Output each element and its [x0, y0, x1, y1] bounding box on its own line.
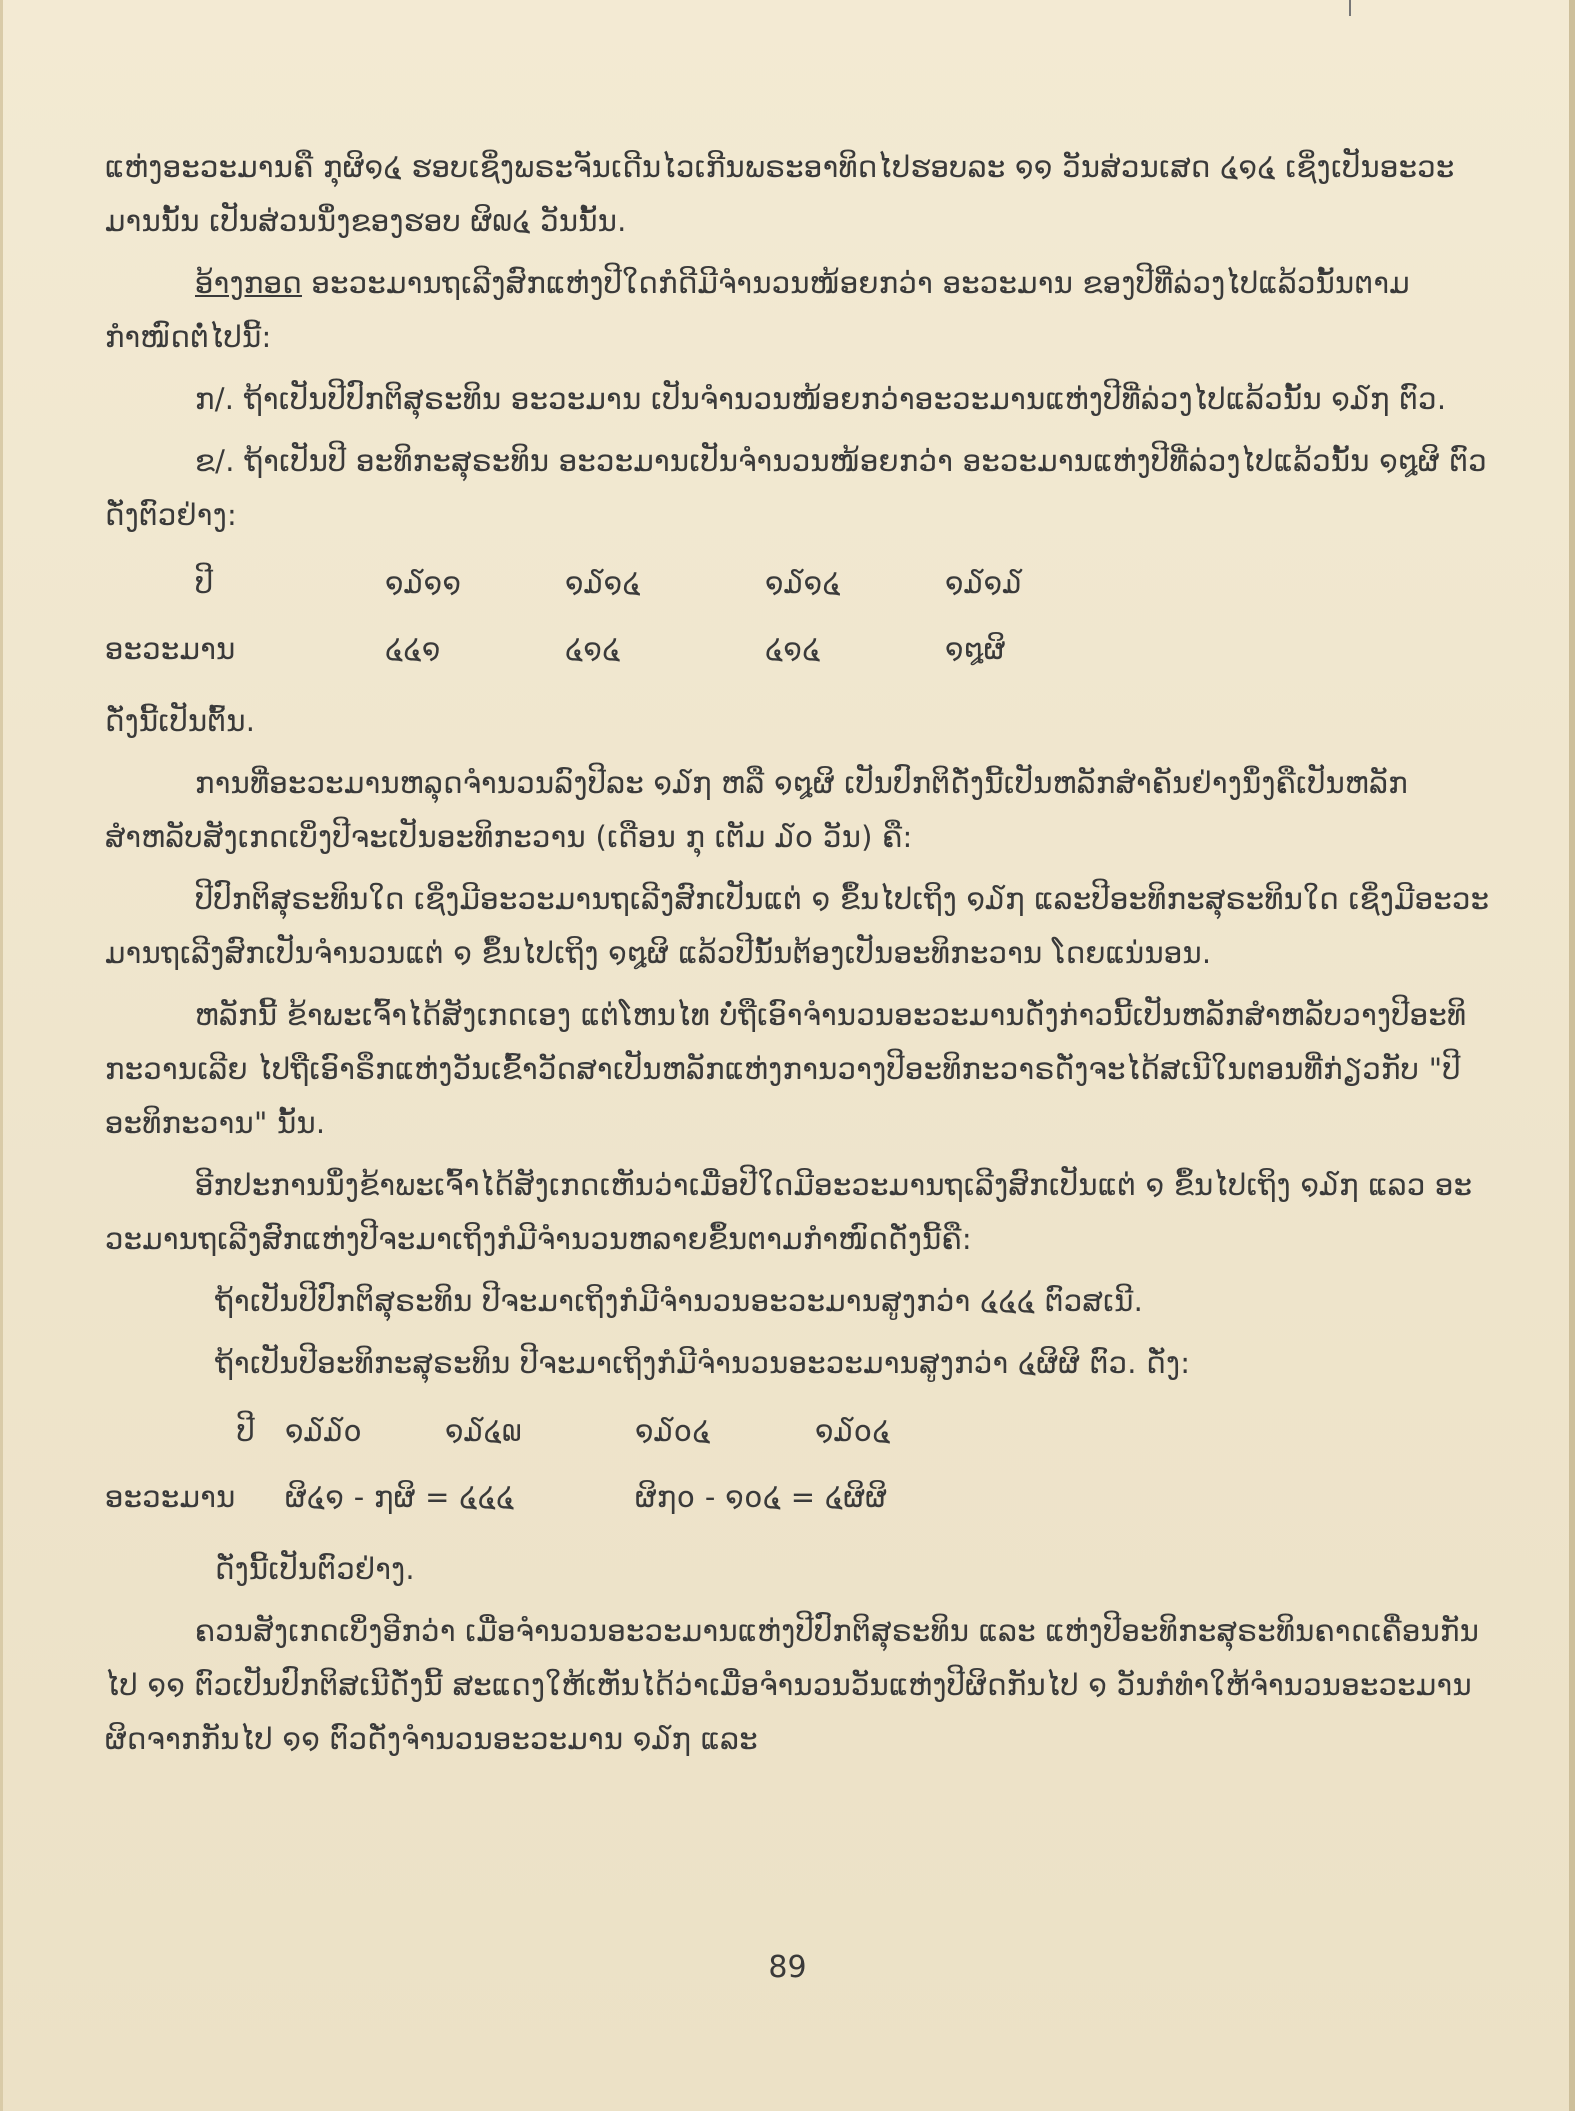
paragraph-10: ຄວນສັງເກດເບິ່ງອີກວ່າ ເມື່ອຈຳນວນອະວະມານແຫ່ງປີປົກຕິສຸຣະທິນ ແລະ ແຫ່ງປີອະທິກະສຸຣະທິນຄາດເຄື່ອນກັນໄປ ໑໑ ຕົວເປັນປົກຕິສເນີດັ່ງນີ້ ສະແດງໃຫ້ເຫັນໄດ້ວ່າເມື່ອຈຳນວນວັນແຫ່ງປີຜິດກັນໄປ ໑ ວັນກໍທຳໃຫ້ຈຳນວນອະວະມານຜິດຈາກກັນໄປ ໑໑ ຕົວດັ່ງຈຳນວນອະວະມານ ໑໓໗ ແລະ	[105, 1614, 1480, 1756]
year-table-2	[105, 1398, 1015, 1530]
table-cell: ໑໓໑໓	[945, 566, 1023, 600]
table-row	[105, 616, 1105, 682]
paragraph-6: ປີປົກຕິສຸຣະທິນໃດ ເຊິ່ງມີອະວະມານຖເລີງສົກເປັນແຕ່ ໑ ຂຶ້ນໄປເຖິງ ໑໓໗ ແລະປີອະທິກະສຸຣະທິນໃດ ເຊິ່ງມີອະວະມານຖເລີງສົກເປັນຈຳນວນແຕ່ ໑ ຂຶ້ນໄປເຖິງ ໑໘ຜິ ແລ້ວປີນັ້ນຕ້ອງເປັນອະທິກະວານ ໂດຍແນ່ນອນ.	[105, 882, 1490, 970]
paragraph-leap-year: ຖ້າເປັນປີອະທິກະສຸຣະທິນ ປີຈະມາເຖິງກໍມີຈຳນວນອະວະມານສູງກວ່າ ໔ຜິຜິ ຕົວ. ດັ່ງ:	[215, 1346, 1191, 1380]
year-table-1	[105, 550, 1105, 682]
paragraph-5: ການທີ່ອະວະມານຫລຸດຈຳນວນລົງປີລະ ໑໓໗ ຫລື ໑໘ຜິ ເປັນປົກຕິດັ່ງນີ້ເປັນຫລັກສຳຄັນຢ່າງນຶ່ງຄືເປັນຫລັກສຳຫລັບສັງເກດເບິ່ງປີຈະເປັນອະທິກະວານ (ເດືອນ ກຸ ເຕັມ ໓໐ ວັນ) ຄື:	[105, 766, 1408, 854]
paragraph-8: ອີກປະການນຶ່ງຂ້າພະເຈົ້າໄດ້ສັງເກດເຫັນວ່າເມື່ອປີໃດມີອະວະມານຖເລີງສົກເປັນແຕ່ ໑ ຂຶ້ນໄປເຖິງ ໑໓໗ ແລວ ອະວະມານຖເລີງສົກແຫ່ງປີຈະມາເຖິງກໍມີຈຳນວນຫລາຍຂຶ້ນຕາມກຳໜົດດັ່ງນີ້ຄື:	[105, 1168, 1473, 1256]
table-cell: ໔໑໔	[565, 632, 621, 666]
paragraph-item-ka: ກ/. ຖ້າເປັນປີປົກຕິສຸຣະທິນ ອະວະມານ ເປັນຈຳນວນໜ້ອຍກວ່າອະວະມານແຫ່ງປີທີ່ລ່ວງໄປແລ້ວນັ້ນ ໑໓໗ ຕົວ.	[195, 382, 1447, 416]
row-label: ອະວະມານ	[105, 632, 236, 666]
table-cell: ໑໓໑໔	[765, 566, 841, 600]
paragraph-item-kho: ຂ/. ຖ້າເປັນປີ ອະທິກະສຸຣະທິນ ອະວະມານເປັນຈຳນວນໜ້ອຍກວ່າ ອະວະມານແຫ່ງປີທີ່ລ່ວງໄປແລ້ວນັ້ນ ໑໘ຜິ ຕົວດັ່ງຕົວຢ່າງ:	[105, 444, 1487, 532]
table-cell: ໑໓໑໑	[385, 566, 462, 600]
paragraph-1: ແຫ່ງອະວະມານຄື ກຸຜິ໑໔ ຮອບເຊິ່ງພຣະຈັນເດີນໄວເກີນພຣະອາທິດໄປຮອບລະ ໑໑ ວັນສ່ວນເສດ ໔໑໔ ເຊິ່ງເປັນອະວະມານນັ້ນ ເປັນສ່ວນນຶ່ງຂອງຮອບ ຜິ໙໔ ວັນນັ້ນ.	[105, 150, 1455, 238]
table-cell: ໔໑໔	[765, 632, 821, 666]
paragraph-7: ຫລັກນີ້ ຂ້າພະເຈົ້າໄດ້ສັງເກດເອງ ແຕ່ໂຫນໄທ ບໍ່ຖືເອົາຈຳນວນອະວະມານດັ່ງກ່າວນີ້ເປັນຫລັກສຳຫລັບວາງປີອະທິກະວານເລີຍ ໄປຖືເອົາຣຶກແຫ່ງວັນເຂົ້າວັດສາເປັນຫລັກແຫ່ງການວາງປີອະທິກະວາຣດັ່ງຈະໄດ້ສເນີໃນຕອນທີ່ກ່ຽວກັບ "ປີອະທິກະວານ" ນັ້ນ.	[105, 998, 1467, 1140]
table-row	[105, 1398, 1015, 1464]
table-cell: ຜິ໔໑ - ໗ຜິ = ໔໔໔	[285, 1480, 515, 1514]
table-cell: ໑໓໑໔	[565, 566, 641, 600]
paragraph-example-end: ດັ່ງນີ້ເປັນຕົ້ນ.	[105, 704, 256, 738]
table-cell: ຜິ໗໐ - ໑໐໔ = ໔ຜິຜິ	[635, 1480, 888, 1514]
table-cell: ໑໓໔໙	[445, 1414, 522, 1448]
paragraph-2-text: ອະວະມານຖເລີງສົກແຫ່ງປີໃດກໍດີມີຈຳນວນໜ້ອຍກວ່າ ອະວະມານ ຂອງປີທີ່ລ່ວງໄປແລ້ວນັ້ນຕາມກຳໜົດຕໍ່ໄປນີ້:	[105, 266, 1410, 354]
table-row	[105, 550, 1105, 616]
paragraph-example-end-2: ດັ່ງນີ້ເປັນຕົວຢ່າງ.	[215, 1552, 415, 1586]
scan-mark	[1349, 0, 1351, 16]
underlined-heading: ອ້າງກອດ	[195, 266, 302, 300]
paragraph-2	[105, 256, 1495, 364]
row-label: ປີ	[236, 1414, 255, 1448]
paragraph-normal-year: ຖ້າເປັນປີປົກຕິສຸຣະທິນ ປີຈະມາເຖິງກໍມີຈຳນວນອະວະມານສູງກວ່າ ໔໔໔ ຕົວສເນີ.	[215, 1284, 1144, 1318]
row-label: ອະວະມານ	[105, 1480, 236, 1514]
table-cell: ໑໓໐໔	[815, 1414, 891, 1448]
page-number: 89	[768, 1950, 807, 1985]
row-label: ປີ	[195, 566, 214, 600]
table-cell: ໑໘ຜິ	[945, 632, 1006, 666]
page-body	[105, 140, 1495, 1774]
table-cell: ໔໔໑	[385, 632, 441, 666]
table-row	[105, 1464, 1015, 1530]
table-cell: ໑໓໓໐	[285, 1414, 363, 1448]
table-cell: ໑໓໐໔	[635, 1414, 711, 1448]
